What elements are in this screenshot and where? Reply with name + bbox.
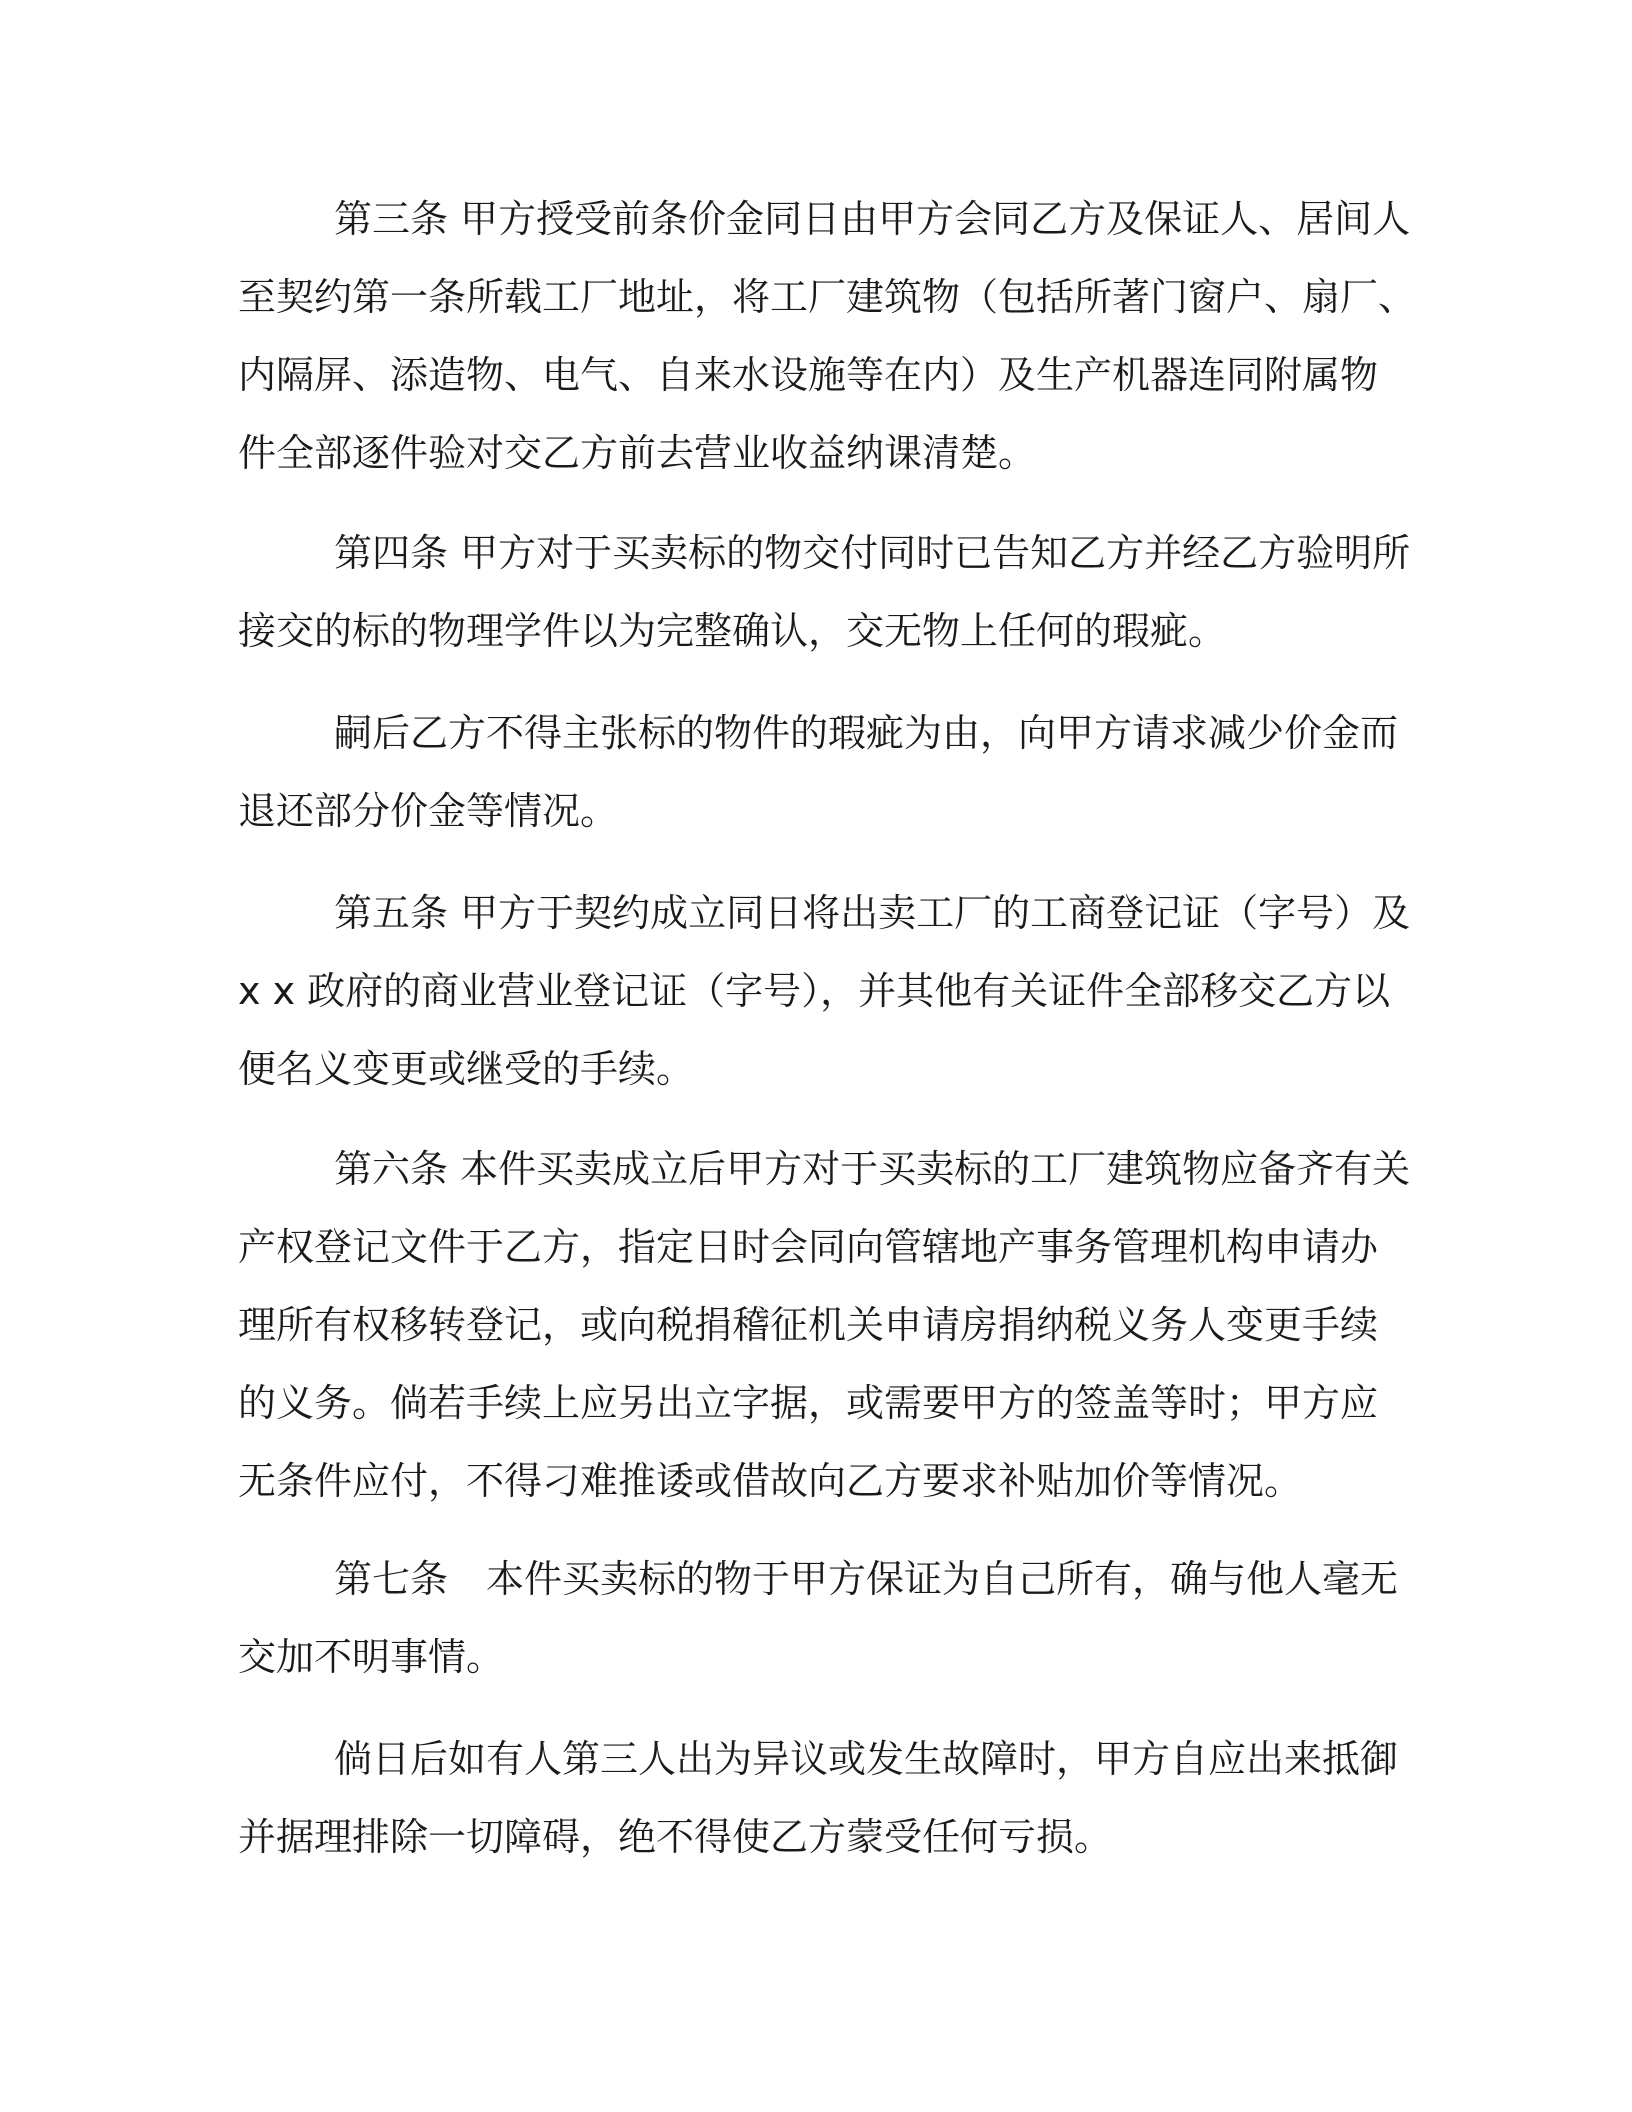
paragraph-line: 交加不明事情。 — [238, 1635, 505, 1679]
paragraph-line: 第三条 甲方授受前条价金同日由甲方会同乙方及保证人、居间人 — [334, 197, 1411, 241]
paragraph-line: 嗣后乙方不得主张标的物件的瑕疵为由，向甲方请求减少价金而 — [334, 711, 1399, 755]
paragraph-line: 无条件应付，不得刁难推诿或借故向乙方要求补贴加价等情况。 — [238, 1459, 1303, 1503]
paragraph-line: 接交的标的物理学件以为完整确认，交无物上任何的瑕疵。 — [238, 609, 1227, 653]
paragraph-line: 第五条 甲方于契约成立同日将出卖工厂的工商登记证（字号）及 — [334, 891, 1411, 935]
paragraph-line: 件全部逐件验对交乙方前去营业收益纳课清楚。 — [238, 431, 1037, 475]
paragraph-line: 产权登记文件于乙方，指定日时会同向管辖地产事务管理机构申请办 — [238, 1225, 1379, 1269]
paragraph-line: 退还部分价金等情况。 — [238, 789, 619, 833]
paragraph-line: 的义务。倘若手续上应另出立字据，或需要甲方的签盖等时；甲方应 — [238, 1381, 1379, 1425]
paragraph-line: 第六条 本件买卖成立后甲方对于买卖标的工厂建筑物应备齐有关 — [334, 1147, 1411, 1191]
paragraph-line: 并据理排除一切障碍，绝不得使乙方蒙受任何亏损。 — [238, 1815, 1113, 1859]
paragraph-line: x x 政府的商业营业登记证（字号），并其他有关证件全部移交乙方以 — [238, 969, 1391, 1013]
paragraph-line: 倘日后如有人第三人出为异议或发生故障时，甲方自应出来抵御 — [334, 1737, 1399, 1781]
paragraph-line: 内隔屏、添造物、电气、自来水设施等在内）及生产机器连同附属物 — [238, 353, 1379, 397]
paragraph-line: 第四条 甲方对于买卖标的物交付同时已告知乙方并经乙方验明所 — [334, 531, 1411, 575]
paragraph-line: 便名义变更或继受的手续。 — [238, 1047, 695, 1091]
paragraph-line: 理所有权移转登记，或向税捐稽征机关申请房捐纳税义务人变更手续 — [238, 1303, 1379, 1347]
paragraph-line: 第七条 本件买卖标的物于甲方保证为自己所有，确与他人毫无 — [334, 1557, 1399, 1601]
paragraph-line: 至契约第一条所载工厂地址，将工厂建筑物（包括所著门窗户、扇厂、 — [238, 275, 1417, 319]
